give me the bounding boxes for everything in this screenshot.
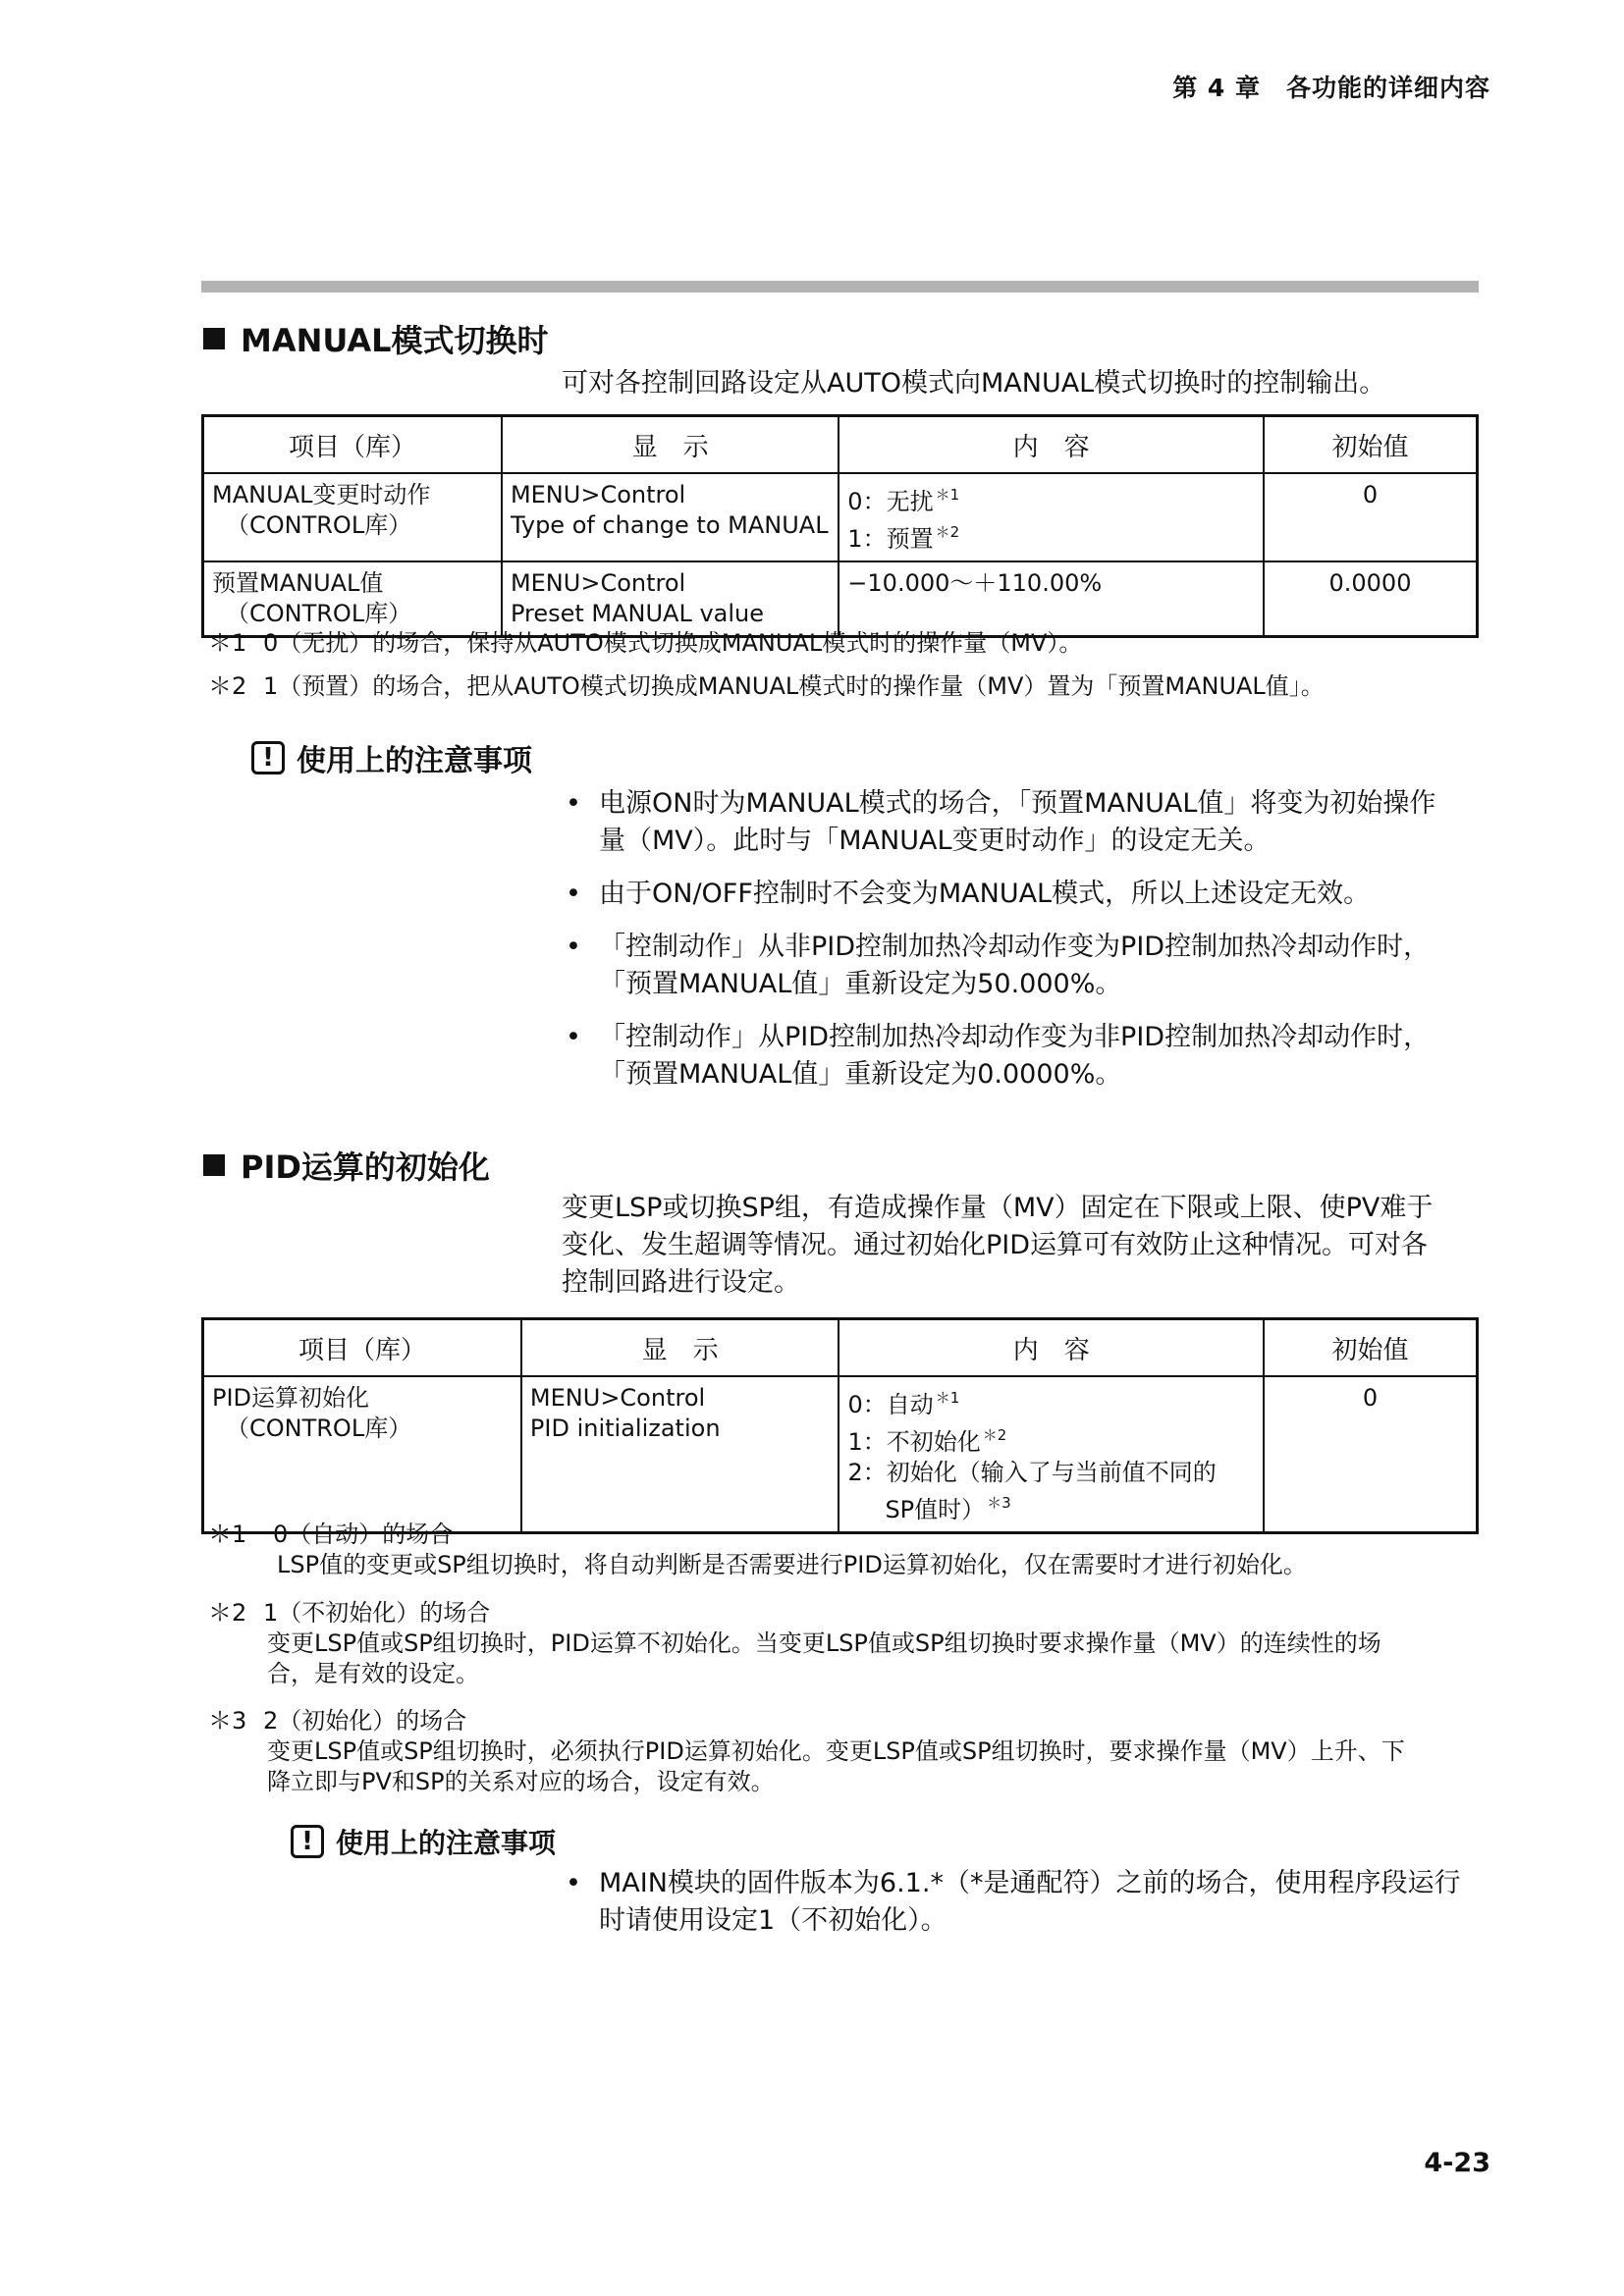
bullet-line: 由于ON/OFF控制时不会变为MANUAL模式，所以上述设定无效。 — [599, 879, 1371, 909]
table-row — [203, 1376, 1478, 1533]
list-item — [562, 876, 1485, 913]
cell-content: −10.000～＋110.00% — [839, 561, 1264, 637]
table-row — [203, 473, 1478, 561]
bullet-line: 电源ON时为MANUAL模式的场合，「预置MANUAL值」将变为初始操作 — [599, 788, 1436, 819]
display-name: PID initialization — [529, 1415, 721, 1442]
footnote-mark: ＊3 — [208, 1707, 247, 1735]
cell-item — [203, 561, 502, 637]
col-header-initial: 初始值 — [1264, 416, 1478, 474]
list-item — [562, 1865, 1485, 1940]
cell-initial: 0 — [1264, 473, 1478, 561]
display-name: Preset MANUAL value — [510, 600, 765, 627]
footnote-body: LSP值的变更或SP组切换时，将自动判断是否需要进行PID运算初始化，仅在需要时才进行初始化。 — [277, 1551, 1307, 1578]
cell-content — [839, 1376, 1264, 1533]
bullet-icon: • — [566, 932, 581, 962]
item-library: （CONTROL库） — [226, 1415, 412, 1442]
footnote-mark: ＊2 — [208, 672, 247, 700]
caution-icon: ! — [291, 1825, 324, 1858]
cell-content — [839, 473, 1264, 561]
section-intro — [562, 1190, 1433, 1302]
list-item — [562, 1019, 1485, 1094]
cell-display — [502, 473, 839, 561]
cell-display — [502, 561, 839, 637]
footnote-body: 变更LSP值或SP组切换时，PID运算不初始化。当变更LSP值或SP组切换时要求操作量（MV）的连续性的场 — [267, 1629, 1381, 1657]
footnote-body: 合，是有效的设定。 — [267, 1660, 479, 1687]
bullet-icon: • — [566, 1022, 581, 1052]
option-2-cont: SP值时） — [885, 1496, 986, 1523]
section-divider — [201, 281, 1479, 293]
caution-title: 使用上的注意事项 — [297, 744, 532, 778]
col-header-content: 内 容 — [839, 416, 1264, 474]
caution-heading — [251, 736, 532, 779]
bullet-line: 「预置MANUAL值」重新设定为0.0000%。 — [599, 1059, 1122, 1090]
footnote-mark: ＊2 — [208, 1599, 247, 1627]
col-header-initial: 初始值 — [1264, 1319, 1477, 1377]
list-item — [562, 785, 1485, 860]
display-path: MENU>Control — [529, 1384, 706, 1412]
cell-initial: 0.0000 — [1264, 561, 1478, 637]
footnote-head: 0（自动）的场合 — [273, 1521, 454, 1548]
col-header-item: 项目（库） — [203, 1319, 521, 1377]
intro-line: 控制回路进行设定。 — [562, 1267, 800, 1298]
footnote-text: 0（无扰）的场合，保持从AUTO模式切换成MANUAL模式时的操作量（MV）。 — [263, 629, 1083, 657]
bullet-line: 时请使用设定1（不初始化）。 — [599, 1905, 947, 1936]
cell-initial: 0 — [1264, 1376, 1477, 1533]
caution-list — [562, 1865, 1485, 1955]
col-header-item: 项目（库） — [203, 416, 502, 474]
table-header-row — [203, 416, 1478, 474]
chapter-header: 第 4 章 各功能的详细内容 — [1172, 74, 1490, 102]
table-header-row — [203, 1319, 1478, 1377]
bullet-line: 量（MV）。此时与「MANUAL变更时动作」的设定无关。 — [599, 826, 1271, 856]
square-bullet-icon — [203, 1154, 225, 1176]
footnote-body: 降立即与PV和SP的关系对应的场合，设定有效。 — [267, 1768, 775, 1795]
intro-line: 变更LSP或切换SP组，有造成操作量（MV）固定在下限或上限、使PV难于 — [562, 1193, 1434, 1223]
bullet-line: 「控制动作」从PID控制加热冷却动作变为非PID控制加热冷却动作时， — [599, 1022, 1431, 1052]
bullet-line: 「预置MANUAL值」重新设定为50.000%。 — [599, 969, 1122, 999]
footnote-mark: ＊1 — [208, 629, 247, 657]
caution-heading — [291, 1822, 556, 1861]
option-0: 0：自动 — [847, 1391, 934, 1418]
footnote — [208, 628, 1082, 659]
footnote — [208, 1706, 1485, 1797]
col-header-display: 显 示 — [502, 416, 839, 474]
table-row — [203, 561, 1478, 637]
bullet-line: 「控制动作」从非PID控制加热冷却动作变为PID控制加热冷却动作时， — [599, 932, 1431, 962]
item-name: 预置MANUAL值 — [212, 569, 384, 597]
cell-item — [203, 1376, 521, 1533]
col-header-display: 显 示 — [521, 1319, 839, 1377]
display-path: MENU>Control — [510, 569, 686, 597]
section-title-text: MANUAL模式切换时 — [241, 322, 549, 359]
footnote-ref: ＊2 — [935, 523, 960, 541]
caution-list — [562, 785, 1485, 1109]
item-name: MANUAL变更时动作 — [212, 481, 431, 508]
item-name: PID运算初始化 — [212, 1384, 370, 1412]
section-title-pid — [203, 1143, 490, 1188]
bullet-icon: • — [566, 879, 581, 909]
display-name: Type of change to MANUAL — [510, 511, 829, 539]
display-path: MENU>Control — [510, 481, 686, 508]
intro-line: 变化、发生超调等情况。通过初始化PID运算可有效防止这种情况。可对各 — [562, 1230, 1429, 1260]
footnote-ref: ＊3 — [987, 1494, 1011, 1512]
footnote-ref: ＊1 — [935, 486, 960, 504]
list-item — [562, 929, 1485, 1003]
section-title-text: PID运算的初始化 — [241, 1148, 490, 1186]
footnote — [208, 671, 1325, 702]
footnote-head: 2（初始化）的场合 — [263, 1707, 467, 1735]
footnote-text: 1（预置）的场合，把从AUTO模式切换成MANUAL模式时的操作量（MV）置为「预置MANUAL值」。 — [263, 672, 1325, 700]
caution-title: 使用上的注意事项 — [336, 1827, 557, 1859]
bullet-icon: • — [566, 788, 581, 819]
footnote — [208, 1520, 1485, 1580]
section-intro: 可对各控制回路设定从AUTO模式向MANUAL模式切换时的控制输出。 — [562, 368, 1386, 399]
footnote — [208, 1598, 1485, 1689]
manual-settings-table — [201, 414, 1479, 638]
pid-settings-table — [201, 1317, 1479, 1534]
footnote-ref: ＊2 — [982, 1426, 1007, 1444]
item-library: （CONTROL库） — [226, 511, 412, 539]
footnote-body: 变更LSP值或SP组切换时，必须执行PID运算初始化。变更LSP值或SP组切换时，要求操作量（MV）上升、下 — [267, 1737, 1405, 1765]
caution-icon: ! — [251, 741, 285, 774]
option-0: 0：无扰 — [847, 488, 934, 515]
cell-display — [521, 1376, 839, 1533]
option-2: 2：初始化（输入了与当前值不同的 — [847, 1459, 1217, 1486]
cell-item — [203, 473, 502, 561]
square-bullet-icon — [203, 328, 225, 349]
col-header-content: 内 容 — [839, 1319, 1264, 1377]
option-1: 1：预置 — [847, 525, 934, 553]
footnote-head: 1（不初始化）的场合 — [263, 1599, 491, 1627]
footnote-ref: ＊1 — [935, 1389, 960, 1407]
bullet-icon: • — [566, 1868, 581, 1898]
item-library: （CONTROL库） — [226, 600, 412, 627]
option-1: 1：不初始化 — [847, 1428, 981, 1456]
section-title-manual — [203, 316, 549, 361]
page-number: 4-23 — [1424, 2148, 1490, 2178]
bullet-line: MAIN模块的固件版本为6.1.*（*是通配符）之前的场合，使用程序段运行 — [599, 1868, 1461, 1898]
footnote-mark: ＊1 — [208, 1521, 247, 1548]
